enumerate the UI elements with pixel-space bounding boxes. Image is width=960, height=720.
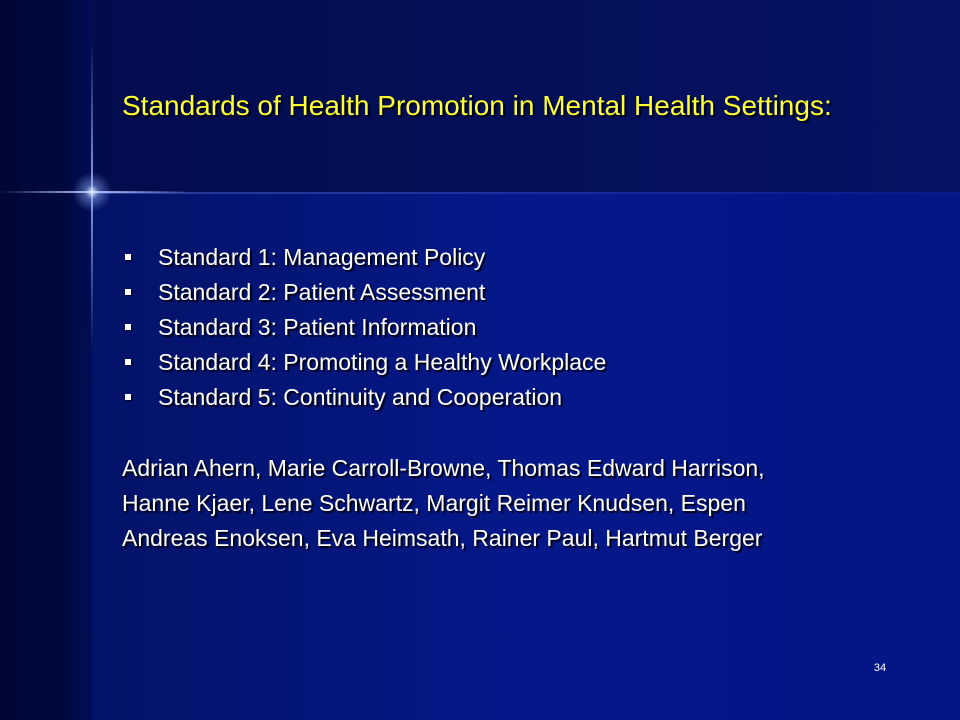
square-bullet-icon (125, 289, 131, 295)
list-item-text: Standard 3: Patient Information (158, 314, 477, 340)
star-flare-icon (72, 172, 112, 212)
list-item-text: Standard 1: Management Policy (158, 244, 486, 270)
square-bullet-icon (125, 324, 131, 330)
list-item (122, 275, 606, 310)
square-bullet-icon (125, 394, 131, 400)
slide-title: Standards of Health Promotion in Mental Health Settings: (122, 90, 832, 121)
list-item (122, 310, 606, 345)
authors-line: Hanne Kjaer, Lene Schwartz, Margit Reimer Knudsen, Espen (122, 490, 746, 516)
list-item (122, 345, 606, 380)
authors-paragraph (122, 451, 765, 556)
square-bullet-icon (125, 254, 131, 260)
authors-line: Andreas Enoksen, Eva Heimsath, Rainer Paul, Hartmut Berger (122, 525, 763, 551)
list-item-text: Standard 5: Continuity and Cooperation (158, 384, 563, 410)
list-item-text: Standard 4: Promoting a Healthy Workplace (158, 349, 607, 375)
page-number: 34 (873, 662, 887, 674)
list-item-text: Standard 2: Patient Assessment (158, 279, 486, 305)
list-item (122, 380, 606, 415)
title-band-edge (92, 192, 960, 194)
standards-list (122, 240, 606, 415)
list-item (122, 240, 606, 275)
square-bullet-icon (125, 359, 131, 365)
left-strip-decoration (0, 0, 92, 720)
authors-line: Adrian Ahern, Marie Carroll-Browne, Thomas Edward Harrison, (122, 455, 765, 481)
